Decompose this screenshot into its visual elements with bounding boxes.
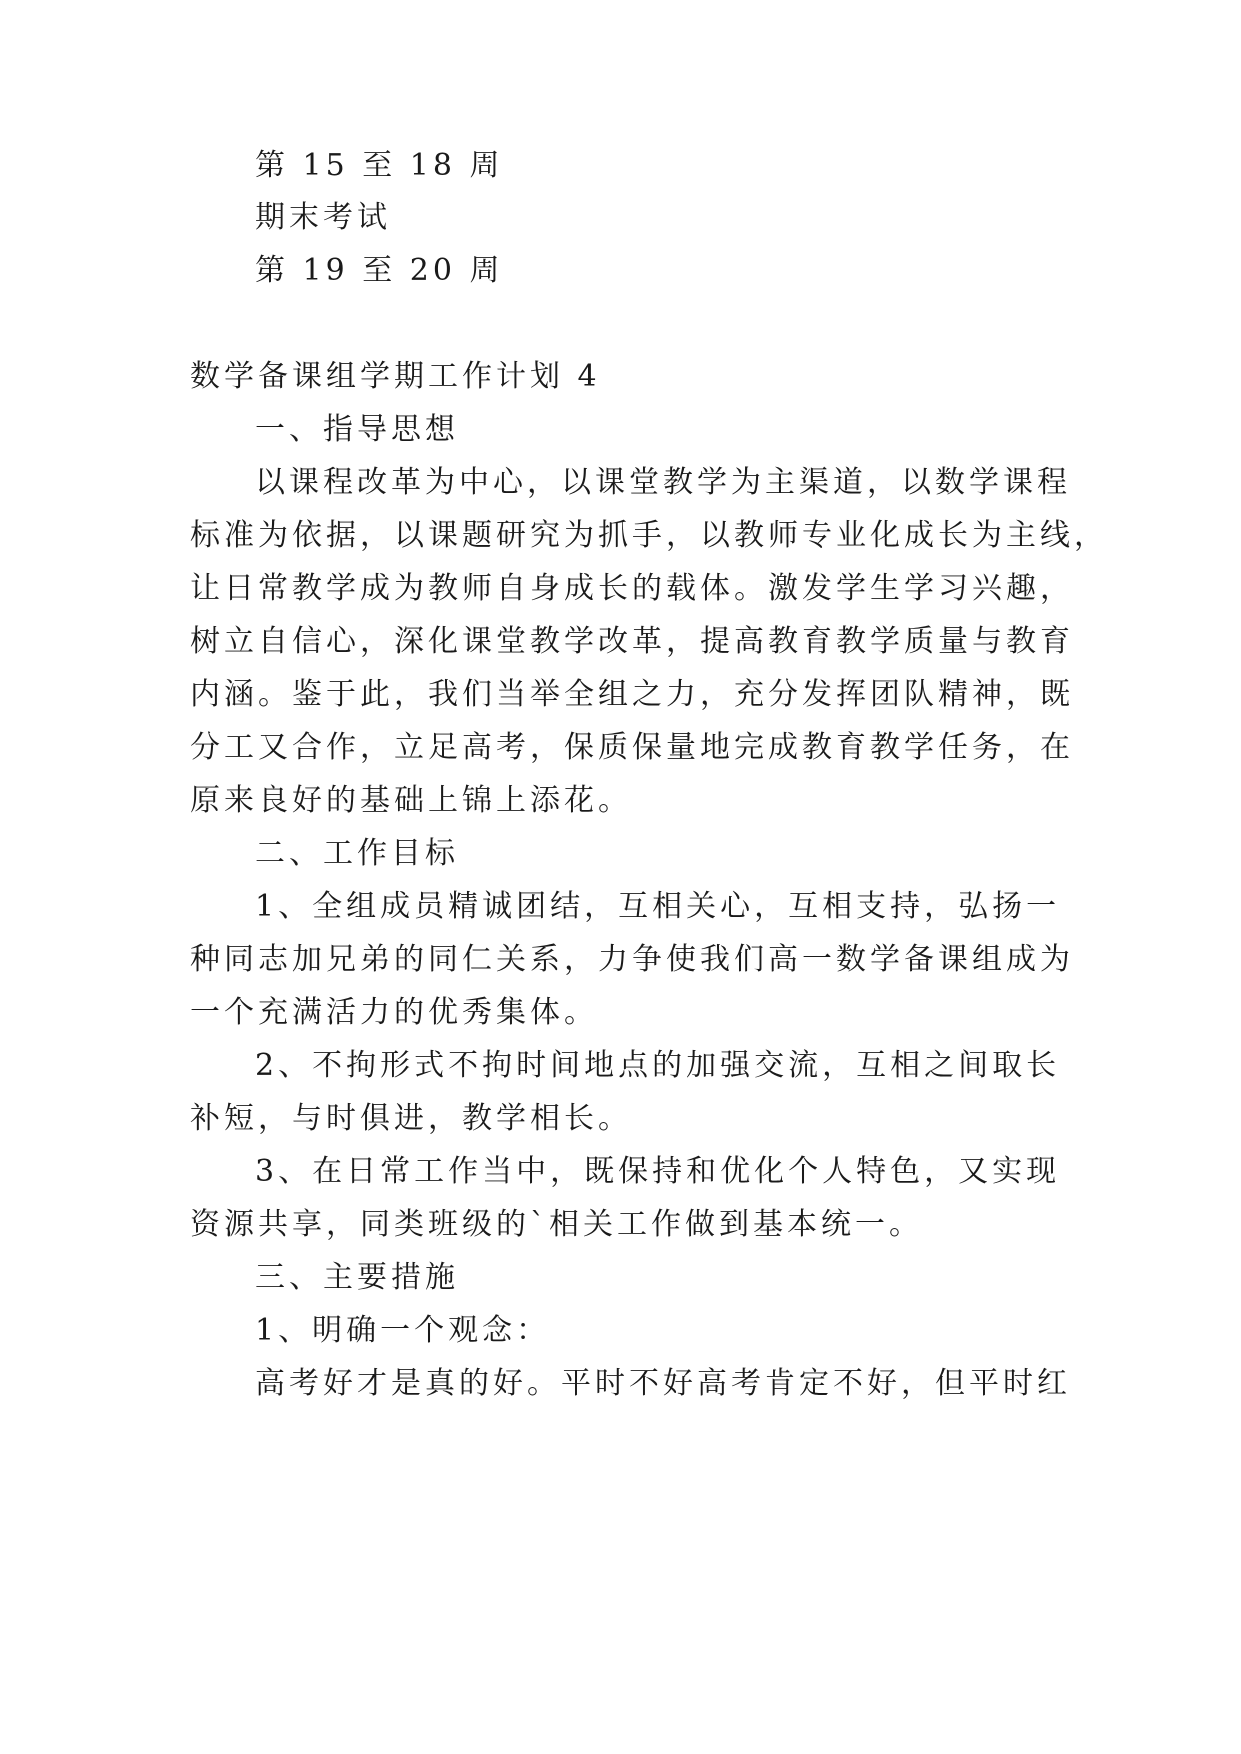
schedule-week-15-18: 第 15 至 18 周	[255, 148, 504, 183]
section2-heading: 二、工作目标	[255, 836, 459, 871]
goal-1-line: 种同志加兄弟的同仁关系，力争使我们高一数学备课组成为	[190, 942, 1074, 977]
section1-heading: 一、指导思想	[255, 412, 459, 447]
goal-3-line: 3、在日常工作当中，既保持和优化个人特色，又实现	[255, 1154, 1061, 1189]
schedule-week-19-20: 第 19 至 20 周	[255, 253, 504, 288]
section3-heading: 三、主要措施	[255, 1260, 459, 1295]
goal-2-line: 2、不拘形式不拘时间地点的加强交流，互相之间取长	[255, 1048, 1061, 1083]
goal-2-line: 补短，与时俱进，教学相长。	[190, 1101, 632, 1136]
schedule-final-exam: 期末考试	[255, 200, 391, 235]
measure-1-heading: 1、明确一个观念：	[255, 1313, 551, 1348]
goal-1-line: 1、全组成员精诚团结，互相关心，互相支持，弘扬一	[255, 889, 1061, 924]
measure-1-line: 高考好才是真的好。平时不好高考肯定不好，但平时红	[255, 1366, 1071, 1401]
goal-3-line: 资源共享，同类班级的`相关工作做到基本统一。	[190, 1207, 923, 1242]
paragraph-line: 树立自信心，深化课堂教学改革，提高教育教学质量与教育	[190, 624, 1074, 659]
paragraph-line: 标准为依据，以课题研究为抓手，以教师专业化成长为主线，	[190, 518, 1108, 553]
paragraph-line: 原来良好的基础上锦上添花。	[190, 783, 632, 818]
paragraph-line: 分工又合作，立足高考，保质保量地完成教育教学任务，在	[190, 730, 1074, 765]
document-title: 数学备课组学期工作计划 4	[190, 359, 601, 394]
paragraph-line: 以课程改革为中心，以课堂教学为主渠道，以数学课程	[255, 465, 1071, 500]
paragraph-line: 内涵。鉴于此，我们当举全组之力，充分发挥团队精神，既	[190, 677, 1074, 712]
goal-1-line: 一个充满活力的优秀集体。	[190, 995, 598, 1030]
paragraph-line: 让日常教学成为教师自身成长的载体。激发学生学习兴趣，	[190, 571, 1074, 606]
